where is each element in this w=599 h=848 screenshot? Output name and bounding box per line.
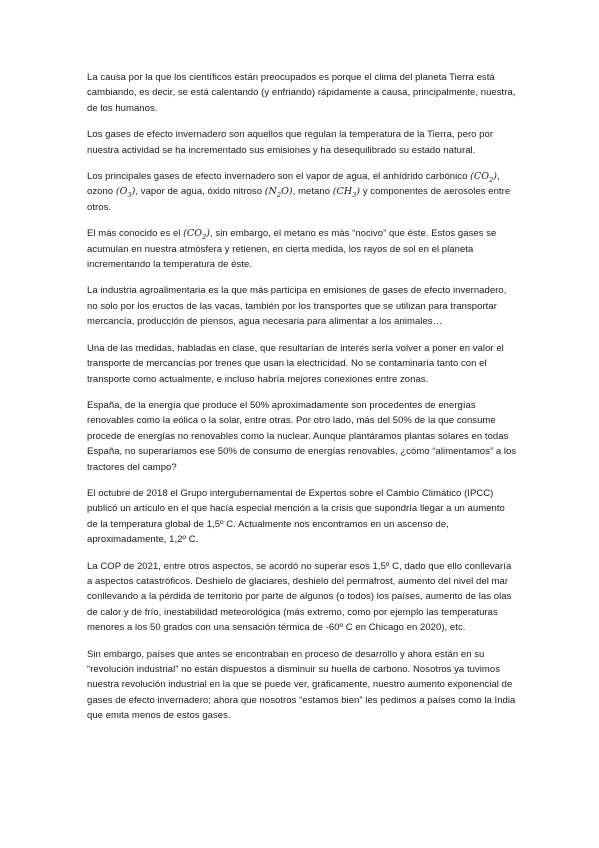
document-body: [87, 70, 517, 735]
methane-intro-text: El más conocido es el: [87, 228, 184, 240]
formula-co2: $(CO_2)$: [470, 171, 498, 184]
formula-co2-methane: $(CO_2)$: [183, 228, 211, 242]
formula-ch3: $(CH_3)$: [332, 186, 361, 200]
gases-vapor-text: , vapor de agua, óxido nitroso: [135, 186, 265, 198]
paragraph-agrifood-industry: La industria agroalimentaria es la que más participa en emisiones de gases de efecto invernadero, no solo por los eructos de las vacas, también por los transportes que se utilizan para transportar mercancía, producción de piensos, agua necesaria para alimentar a los animales…: [87, 285, 507, 328]
paragraph-greenhouse-definition: Los gases de efecto invernadero son aquellos que regulan la temperatura de la Tierra, pero por nuestra actividad se ha incrementado sus emisiones y ha desequilibrado su estado natural.: [87, 129, 494, 156]
paragraph-methane: [87, 226, 517, 272]
paragraph-cop-2021: La COP de 2021, entre otros aspectos, se acordó no superar esos 1,5º C, dado que ello conllevaría a aspectos catastróficos. Deshielo de glaciares, deshielo del permafrost, aumento del nivel del mar conllevando a la pérdida de territorio por parte de algunos (o todos) los países, aumento de las olas de calor y de frío, inestabilidad meteorológica (más extremo, como por ejemplo las temperaturas menores a los 50 grados con una sensación térmica de -60º C en Chicago en 2020), etc.: [87, 560, 512, 634]
paragraph-spain-energy: España, de la energía que produce el 50% aproximadamente son procedentes de energías renovables como la eólica o la solar, entre otras. Por otro lado, más del 50% de la que consume procede de energías no renovables como la nuclear. Aunque plantáramos plantas solares en todas España, no superaríamos ese 50% de consumo de energías renovables, ¿cómo “alimentamos” a los tractores del campo?: [87, 399, 517, 473]
gases-methane-text: , metano: [292, 186, 333, 198]
paragraph-climate-cause: La causa por la que los científicos están preocupados es porque el clima del planeta Tierra está cambiando, es decir, se está calentando (y enfriando) rápidamente a causa, principalmente, nuestra, de los humanos.: [87, 72, 516, 114]
gases-intro-text: Los principales gases de efecto invernadero son el vapor de agua, el anhídrido carbónico: [87, 171, 471, 183]
paragraph-main-gases: [87, 169, 517, 215]
paragraph-rail-transport: Una de las medidas, habladas en clase, que resultarían de interés sería volver a poner en valor el transporte de mercancías por trenes que usan la electricidad. No se contaminaría tanto con el transporte como actualmente, e incluso habría mejores conexiones entre zonas.: [87, 342, 504, 385]
paragraph-developing-countries: Sin embargo, países que antes se encontraban en proceso de desarrollo y ahora están en su “revolución industrial” no están dispuestos a disminuir su huella de carbono. Nosotros ya tuvimos nuestra revolución industrial en la que se puede ver, gráficamente, nuestro aumento exponencial de gases de efecto invernadero; ahora que nosotros “estamos bien” les pedimos a países como la India que emita menos de estos gases.: [87, 648, 516, 722]
gases-outro-text: y componentes de aerosoles entre otros.: [87, 186, 511, 213]
formula-n2o: $(N_2O)$: [264, 186, 293, 200]
paragraph-ipcc-report: El octubre de 2018 el Grupo intergubernamental de Expertos sobre el Cambio Climático (IPCC) publicó un artículo en el que hacía especial mención a la crisis que supondría llegar a un aumento de la temperatura global de 1,5º C. Actualmente nos encontramos en un ascenso de, aproximadamente, 1,2º C.: [87, 487, 505, 546]
formula-o3: $(O_3)$: [115, 186, 136, 200]
methane-outro-text: , sin embargo, el metano es más “nocivo” que éste. Estos gases se acumulan en nuestra atmósfera y retienen, en cierta medida, los rayos de sol en el planeta incrementando la temperatura de éste.: [87, 228, 497, 271]
gases-ozone-text: , ozono: [87, 171, 500, 198]
